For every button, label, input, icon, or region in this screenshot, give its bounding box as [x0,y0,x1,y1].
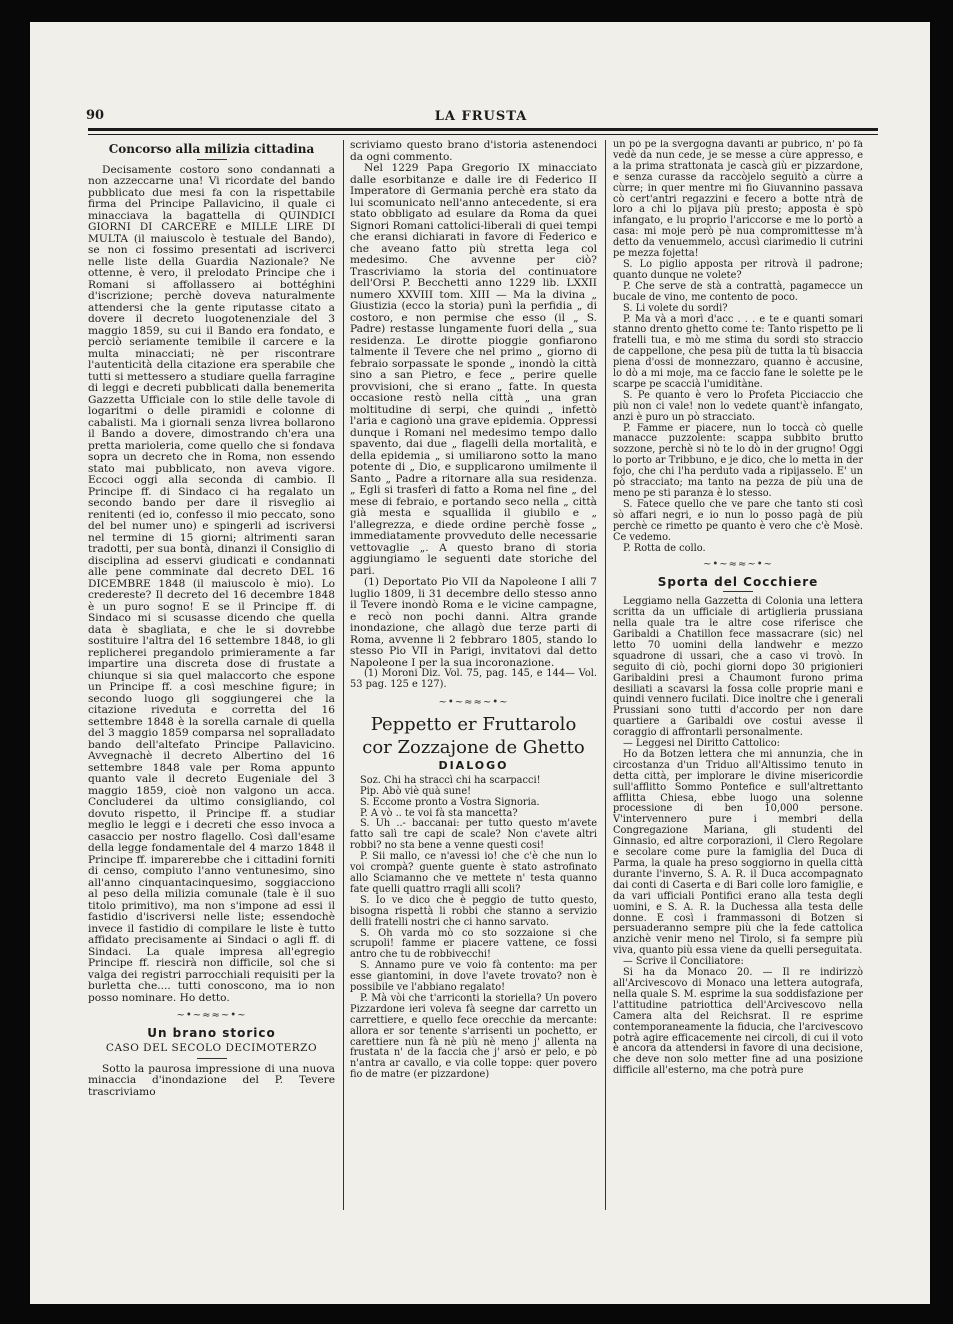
column-3 [613,140,863,1240]
article-title: Sporta del Cocchiere [657,575,819,590]
newspaper-page [30,22,930,1304]
ornament-divider: ~•~≈≈~•~ [438,696,509,708]
article-subtitle: CASO DEL SECOLO DECIMOTERZO [105,1042,318,1054]
column-divider [343,140,344,1210]
article-paragraph: scriviamo questo brano d'istoria astenendoci da ogni commento. [350,140,597,163]
header-rule-thin [88,134,878,135]
dialogue-line: S. Uh ..- baccanai: per tutto questo m'avete fatto salì tre capi de scale? Non c'avete altri robbi? no sta bene a venne questi cosi! [350,818,597,852]
article-paragraph: Si ha da Monaco 20. — Il re indirizzò all'Arcivescovo di Monaco una lettera autografa, nella quale S. M. esprime la sua soddisfazione per l'attitudine patriottica dell'Arcivescovo nella Camera alta del Reichsrat. Il re esprime contemporaneamente la fiducia, che l'arcivescovo potrà agire efficacemente nei circoli, di cui il voto è ancora da attendersi in favore di una decisione, che deve non solo metter fine ad una posizione difficile all'esterno, ma che potrà pure [613,967,863,1077]
article-title-line2: cor Zozzajone de Ghetto [362,737,585,759]
page-number: 90 [86,108,105,123]
dialogue-line: P. Che serve de stà a contrattà, pagamecce un bucale de vino, me contento de poco. [613,280,863,303]
dialogue-line: S. Lo piglio apposta per ritrovà il padrone; quanto dunque ne volete? [613,258,863,281]
title-rule [197,1058,227,1059]
article-paragraph: Leggiamo nella Gazzetta di Colonia una lettera scritta da un ufficiale di artiglieria prussiana nella quale tra le altre cose riferisce che Garibaldi a Chatillon fece massacrare (sic) nel letto 70 uomini della landwehr e mezzo squadrone di ussari, che a caso vi trovò. In seguito di ciò, pochi giorni dopo 30 prigionieri Garibaldini presi a Chaumont furono prima desiliati a scavarsi la fossa colle proprie mani e quindi vennero fucilati. Dice inoltre che i generali Prussiani sono tutti d'accordo per non dare quartiere a Garibaldi ove costui avesse il coraggio di affrontarli personalmente. [613,596,863,739]
newspaper-title: LA FRUSTA [434,109,528,124]
dialogue-line: Pip. Abò viè quà sune! [360,785,472,797]
article-paragraph: (1) Deportato Pio VII da Napoleone I alli 7 luglio 1809, li 31 decembre dello stesso anno il Tevere inondò Roma e le vicine campagne, e recò non pochi danni. Altra grande inondazione, che allagò due terze parti di Roma, avvenne li 2 febbraro 1805, stando lo stesso Pio VII in Parigi, invitatovi dal detto Napoleone I per la sua incoronazione. [350,576,597,669]
dialogue-line: P. Mà vòi che t'arriconti la storiella? Un povero Pizzardone ieri voleva fà seegne dar carretto un carrettiere, e quello fece orecchie da mercante: allora er sor tenente s'arrisenti un pochetto, er carettiere nun fà nè più nè meno j' allenta na frustata n' de la faccia che j' arsò er pelo, e pò n'antra ar cavallo, e via colle toppe: quer povero fio de matre (er pizzardone) [350,992,597,1081]
dialogue-line: S. Fatece quello che ve pare che tanto sti così sò affari negri, e io nun lo posso pagà de più perchè ce rimetto pe quanto è vero che c'è Mosè. Ce vedemo. [613,498,863,543]
footnote: (1) Moroni Diz. Vol. 75, pag. 145, e 144— Vol. 53 pag. 125 e 127). [350,668,597,690]
dialogue-line: P. Rotta de collo. [623,542,706,554]
dialogue-line: un pò pe la svergogna davanti ar pubrico, n' pò fà vedè da nun cede, je se messe a cùre appresso, e a la prima strattonata je cascà giù er pizzardone, e senza curasse da raccòjelo seguitò a cùrre a cùrre; in quer mentre mi fio Giuvannino passava cò cert'antri regazzini e fecero a botte ntrà de loro a chi lo pijava più presto; apposta è spò infangato, e lu proprio l'ariccorse e me lo portò a casa: mi moje però pè nua compromittesse m'à detto da venuemmelo, accusì ciarimedio li cutrini pe mezza fojetta! [613,140,863,260]
dialogue-line: S. Io ve dico che è peggio de tutto questo, bisogna rispettà li robbi che stanno a servizio delli fratelli nostri che ci hanno sarvato. [350,894,597,928]
dialogue-line: P. Famme er piacere, nun lo toccà cò quelle manacce puzzolente: scappa subbito brutto sozzone, perchè si nò te lo dò in der grugno! Oggi lo porto ar Tribbuno, e je dico, che lo metta in der fojo, che chi l'ha perduto vada a ripijasselo. E' un pò stracciato; ma tanto na pezza de più una de meno pe sti paranza è lo stesso. [613,422,863,499]
dialogue-line: Soz. Chi ha straccì chi ha scarpacci! [360,774,541,786]
dialogue-line: S. Li volete du sordi? [623,302,728,314]
article-paragraph: Ho da Botzen lettera che mi annunzia, che in circostanza d'un Triduo all'Altissimo tenuto in detta città, per implorare le divine misericordie sull'afflitto Sommo Pontefice e sull'altrettanto afflitta Chiesa, ebbe luogo una solenne processione di ben 10,000 persone. V'intervennero pure i membri della Congregazione Mariana, gli studenti del Ginnasio, ed altre corporazioni, il Clero Regolare e secolare come pure la famiglia del Duca di Parma, la quale ha preso soggiorno in quella città durante l'inverno, S. A. R. il Duca accompagnato dai conti di Caserta e di Bari colle loro famiglie, e da vari ufficiali Pontifici erano alla testa degli uomini, e S. A. R. la Duchessa alla testa delle donne. E così i frammassoni di Botzen si persuaderanno sempre più che la fede cattolica anzichè venir meno nel Tirolo, si fa sempre più viva, quanto più essa viene da quelli perseguitata. [613,748,863,957]
column-1 [88,140,335,1240]
ornament-divider: ~•~≈≈~•~ [702,559,774,571]
dialogue-line: S. Annamo pure ve voio fà contento: ma per esse giantomini, in dove l'avete trovato? non è possibile ve l'abbiano regalato! [350,960,597,994]
title-rule [723,591,753,592]
dialogue-line: P. Ma và a morì d'acc . . . e te e quanti somari stanno drento ghetto come te: Tanto rispetto pe li fratelli tua, e mò me stima du sordi sto straccio de cappellone, che pesa più de tutta la tù bisaccia piena d'ossi de monnezzaro, quanno è accusine, lo dò a mi moje, ma ce faccio fane le solette pe le scarpe pe scaccià l'umiditàne. [613,313,863,390]
header-rule [88,128,878,131]
dialogue-line: S. Eccome pronto a Vostra Signoria. [360,796,540,808]
article-paragraph: Sotto la paurosa impressione di una nuova minaccia d'inondazione del P. Tevere trascriviamo [88,1062,335,1098]
title-rule [197,159,227,160]
ornament-divider: ~•~≈≈~•~ [176,1010,247,1021]
article-paragraph: Nel 1229 Papa Gregorio IX minacciato dalle esorbitanze e dalle ire di Federico II Imperatore di Germania perchè era stato da lui scomunicato nell'anno antecedente, si era stato obbligato ad esulare da Roma da quei Signori Romani cattolici-liberali di quei tempi che eransi dichiarati in favore di Federico e che aveano fatto più stretta lega col medesimo. Che avvenne per ciò? Trascriviamo la storia del continuatore dell'Orsi P. Becchetti anno 1229 lib. LXXII numero XXVIII tom. XIII — Ma la divina „ Giustizia (ecco la storia) punì la perfidia „ di costoro, e non permise che esso (il „ S. Padre) restasse lungamente fuori della „ sua residenza. Le dirotte pioggie gonfiarono talmente il Tevere che nel primo „ giorno di febraio sorpassate le sponde „ inondò la città sino a san Pietro, e fece „ perire quelle provvisioni, che si erano „ fatte. In questa occasione restò nella città „ una gran moltitudine di serpi, che quindi „ infettò l'aria e cagionò una grave epidemia. Oppressi dunque i Romani nel medesimo tempo dallo spavento, dai due „ flagelli della mortalità, e della epidemia „ si umiliarono sotto la mano potente di „ Dio, e supplicarono umilmente il Santo „ Padre a ritornare alla sua residenza. „ Egli si trasferì di fatto a Roma nel fine „ del mese di febraio, e portando seco nella „ città già mesta e squallida il giubilo e „ l'allegrezza, e diede ordine perchè fosse „ immediatamente provveduto delle necessarie vettovaglie „. A questo brano di storia aggiungiamo le seguenti date storiche del pari. [350,162,597,577]
article-paragraph: — Leggesi nel Diritto Cattolico: [623,738,780,750]
dialogue-line: P. A vò .. te voi fà sta mancetta? [360,807,518,819]
dialogue [350,776,597,1081]
column-divider [605,140,606,1210]
article-title: Concorso alla milizia cittadina [108,142,315,156]
dialogue-line: S. Oh varda mò co sto sozzaione si che scrupoli! famme er piacere vattene, ce fossi antro che tu de robbivecchi! [350,927,597,961]
article-title: Peppetto er Fruttarolo [370,714,577,736]
dialogue-line: P. Sii mallo, ce n'avessi io! che c'è che nun lo voi crompà? guente guente è stato astrofinato allo Sciamanno che ve mettete n' testa quanno fate quelli quattro rragli alli scoli? [350,851,597,895]
dialogue-line: S. Pe quanto è vero lo Profeta Picciaccio che più non ci vale! non lo vedete quant'è infangato, anzi è puro un pò stracciato. [613,389,863,423]
article-title: Un brano storico [147,1025,276,1040]
article-paragraph: Decisamente costoro sono condannati a non azzeccarne una! Vi ricordate del bando pubblicato due mesi fa con la rispettabile firma del Principe Pallavicino, il quale ci minacciava la bagattella di QUINDICI GIORNI DI CARCERE e MILLE LIRE DI MULTA (il maiuscolo è testuale del Bando), se non ci fossimo presentati ad iscriverci nelle liste della Guardia Nazionale? Ne ottenne, è vero, il prelodato Principe che i Romani si affollassero ai bottéghini d'iscrizione; perchè doveva naturalmente attendersi che la gente riputasse citato a dovere il decreto luogotenenziale del 3 maggio 1859, su cui il Bando era fondato, e perciò seriamente temibile il carcere e la multa minacciati; nè per riscontrare l'autenticità della citazione era sperabile che tutti si mettessero a studiare quella farragine di leggi e decreti pubblicati dalla benemerita Gazzetta Ufficiale con lo stile delle tavole di logaritmi o delle piramidi e colonne di cabalisti. Ma i giornali senza livrea bollarono il Bando a dovere, dimostrando ch'era una pretta marioleria, come quello che si fondava sopra un decreto che in Roma, non essendo stato mai pubblicato, non aveva vigore. Eccoci oggi alla seconda di cambio. Il Principe ff. di Sindaco ci ha regalato un secondo bando per dare il risveglio ai renitenti (ed io, confesso il mio peccato, sono del bel numer uno) e spingerli ad iscriversi nel termine di 15 giorni; altrimenti saran tradotti, per sua bontà, dinanzi il Consiglio di disciplina ad esservi giudicati e condannati alle pene comminate dal decreto DEL 16 DICEMBRE 1848 (il maiuscolo è mio). Lo credereste? Il decreto del 16 decembre 1848 è un puro sogno! E se il Principe ff. di Sindaco mi si scusasse dicendo che quella data è sbagliata, e che le si dovrebbe sostituire l'altra del 16 settembre 1848, io gli replicherei pregandolo primieramente a far impartire una discreta dose di frustate a chiunque si sia quel malaccorto che espone un Principe ff. a così meschine figure; in secondo luogo gli soggiungerei che la citazione riveduta e corretta del 16 settembre 1848 è la sorella carnale di quella del 3 maggio 1859 comparsa nel sopralladato bando dell'altefato Principe Pallavicino. Avvegnachè il decreto Albertino del 16 settembre 1848 vale per Roma appunto quanto vale il decreto Eugeniale del 3 maggio 1859, cioè non valgono un acca. Concluderei da ultimo consigliando, col dovuto rispetto, il Principe ff. a studiar meglio le leggi e i decreti che esso invoca a casaccio per nostro flagello. Così dall'esame della legge fondamentale del 4 marzo 1848 il Principe ff. imparerebbe che i cittadini forniti di censo, compiuto l'anno ventunesimo, sino all'anno cinquantacinquesimo, soggiacciono al peso della milizia comunale (tale è il suo titolo primitivo), ma non s'impone ad essi il fastidio d'iscriversi nelle liste; essendochè invece il fastidio di compilare le liste è tutto affidato precisamente ai Sindaci o agli ff. di Sindaci. La quale impresa all'egregio Principe ff. riescirà non difficile, sol che si valga dei registri parrocchiali requisiti per la burletta che.... tutti conoscono, ma io non posso nominare. Ho detto. [88,163,335,1004]
column-2 [350,140,597,1240]
article-subtitle: DIALOGO [438,759,509,773]
article-paragraph: — Scrive il Conciliatore: [623,956,744,968]
